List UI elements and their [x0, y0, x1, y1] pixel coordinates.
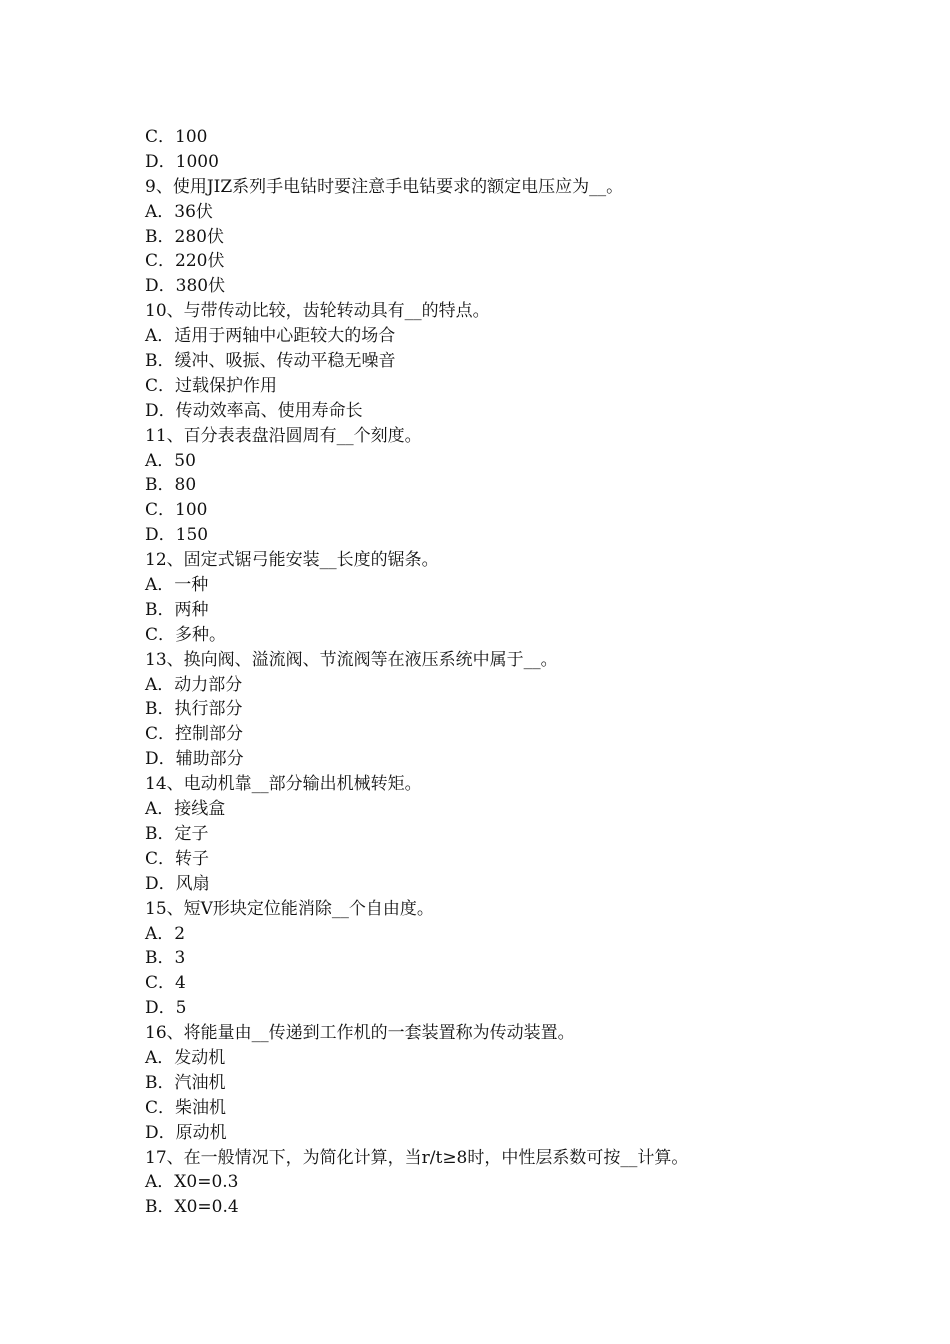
question-text: 15、短V形块定位能消除__个自由度。: [145, 898, 434, 919]
answer-option: [145, 971, 845, 996]
answer-option: [145, 996, 845, 1021]
question-text: 17、在一般情况下，为简化计算，当r/t≥8时，中性层系数可按__计算。: [145, 1147, 689, 1168]
option-text: 220伏: [175, 251, 225, 272]
option-letter: C．: [145, 624, 176, 645]
answer-option: [145, 1071, 845, 1096]
answer-option: [145, 349, 845, 374]
option-letter: C．: [145, 500, 176, 521]
answer-option: [145, 1046, 845, 1071]
option-text: 过载保护作用: [175, 375, 278, 396]
answer-option: [145, 200, 845, 225]
option-text: 转子: [175, 848, 210, 869]
option-text: 50: [174, 450, 196, 471]
answer-option: [145, 498, 845, 523]
option-text: 发动机: [174, 1047, 226, 1068]
option-letter: D．: [145, 276, 176, 297]
option-letter: C．: [145, 1097, 176, 1118]
option-letter: C．: [145, 848, 176, 869]
question-text: 9、使用JIZ系列手电钻时要注意手电钻要求的额定电压应为__。: [145, 176, 624, 197]
answer-option: [145, 523, 845, 548]
option-text: 定子: [174, 823, 209, 844]
option-text: 两种: [174, 599, 209, 620]
option-letter: D．: [145, 151, 176, 172]
answer-option: [145, 573, 845, 598]
answer-option: [145, 399, 845, 424]
option-text: 风扇: [175, 873, 210, 894]
answer-option: [145, 324, 845, 349]
answer-option: [145, 274, 845, 299]
option-text: X0=0.3: [174, 1172, 239, 1193]
option-text: 控制部分: [175, 724, 244, 745]
answer-option: [145, 722, 845, 747]
option-letter: B．: [145, 351, 175, 372]
answer-option: [145, 473, 845, 498]
answer-option: [145, 374, 845, 399]
option-text: 280伏: [174, 226, 224, 247]
answer-option: [145, 922, 845, 947]
question-text: 12、固定式锯弓能安装__长度的锯条。: [145, 550, 439, 571]
option-letter: D．: [145, 525, 176, 546]
option-letter: D．: [145, 749, 176, 770]
option-text: 执行部分: [174, 699, 243, 720]
option-text: 4: [175, 973, 186, 994]
option-text: 动力部分: [174, 674, 243, 695]
option-letter: A．: [145, 674, 175, 695]
answer-option: [145, 946, 845, 971]
question-text: 10、与带传动比较，齿轮转动具有__的特点。: [145, 301, 490, 322]
question-text: 11、百分表表盘沿圆周有__个刻度。: [145, 425, 422, 446]
option-text: 缓冲、吸振、传动平稳无噪音: [174, 351, 396, 372]
answer-option: [145, 697, 845, 722]
question-text: 16、将能量由__传递到工作机的一套装置称为传动装置。: [145, 1023, 575, 1044]
option-letter: A．: [145, 923, 175, 944]
option-letter: B．: [145, 823, 175, 844]
option-letter: B．: [145, 226, 175, 247]
answer-option: [145, 822, 845, 847]
option-text: 100: [175, 500, 208, 521]
option-letter: A．: [145, 450, 175, 471]
option-letter: B．: [145, 475, 175, 496]
option-text: 适用于两轴中心距较大的场合: [174, 326, 396, 347]
option-text: 接线盒: [174, 799, 226, 820]
answer-option: [145, 249, 845, 274]
answer-option: [145, 1195, 845, 1220]
option-text: 原动机: [175, 1122, 227, 1143]
answer-option: [145, 150, 845, 175]
option-letter: B．: [145, 1197, 175, 1218]
answer-option: [145, 125, 845, 150]
option-letter: B．: [145, 699, 175, 720]
answer-option: [145, 1121, 845, 1146]
answer-option: [145, 623, 845, 648]
option-letter: A．: [145, 799, 175, 820]
question-text: 14、电动机靠__部分输出机械转矩。: [145, 774, 422, 795]
option-letter: D．: [145, 1122, 176, 1143]
option-text: X0=0.4: [174, 1197, 239, 1218]
option-text: 80: [174, 475, 197, 496]
option-letter: D．: [145, 998, 176, 1019]
answer-option: [145, 225, 845, 250]
option-letter: A．: [145, 575, 175, 596]
question-text: 13、换向阀、溢流阀、节流阀等在液压系统中属于__。: [145, 649, 558, 670]
option-text: 150: [175, 525, 209, 546]
option-text: 380伏: [175, 276, 226, 297]
option-text: 36伏: [174, 201, 213, 222]
answer-option: [145, 598, 845, 623]
option-text: 1000: [175, 151, 219, 172]
option-letter: C．: [145, 375, 176, 396]
option-letter: A．: [145, 326, 175, 347]
option-text: 辅助部分: [175, 749, 244, 770]
answer-option: [145, 1096, 845, 1121]
option-letter: B．: [145, 599, 175, 620]
option-text: 传动效率高、使用寿命长: [175, 400, 363, 421]
option-letter: B．: [145, 1072, 175, 1093]
option-text: 汽油机: [174, 1072, 226, 1093]
option-text: 5: [175, 998, 187, 1019]
option-letter: A．: [145, 1172, 175, 1193]
option-letter: A．: [145, 201, 175, 222]
option-letter: C．: [145, 251, 176, 272]
option-letter: B．: [145, 948, 175, 969]
option-letter: C．: [145, 127, 176, 147]
option-text: 柴油机: [175, 1097, 227, 1118]
option-letter: D．: [145, 873, 176, 894]
option-letter: C．: [145, 724, 176, 745]
option-text: 100: [175, 127, 208, 147]
answer-option: [145, 747, 845, 772]
answer-option: [145, 872, 845, 897]
answer-option: [145, 847, 845, 872]
option-text: 2: [174, 923, 186, 944]
answer-option: [145, 673, 845, 698]
option-letter: D．: [145, 400, 176, 421]
answer-option: [145, 1170, 845, 1195]
option-letter: C．: [145, 973, 176, 994]
option-letter: A．: [145, 1047, 175, 1068]
option-text: 一种: [174, 575, 209, 596]
answer-option: [145, 797, 845, 822]
option-text: 3: [174, 948, 186, 969]
answer-option: [145, 449, 845, 474]
question-list: [145, 125, 845, 1220]
option-text: 多种。: [175, 624, 227, 645]
